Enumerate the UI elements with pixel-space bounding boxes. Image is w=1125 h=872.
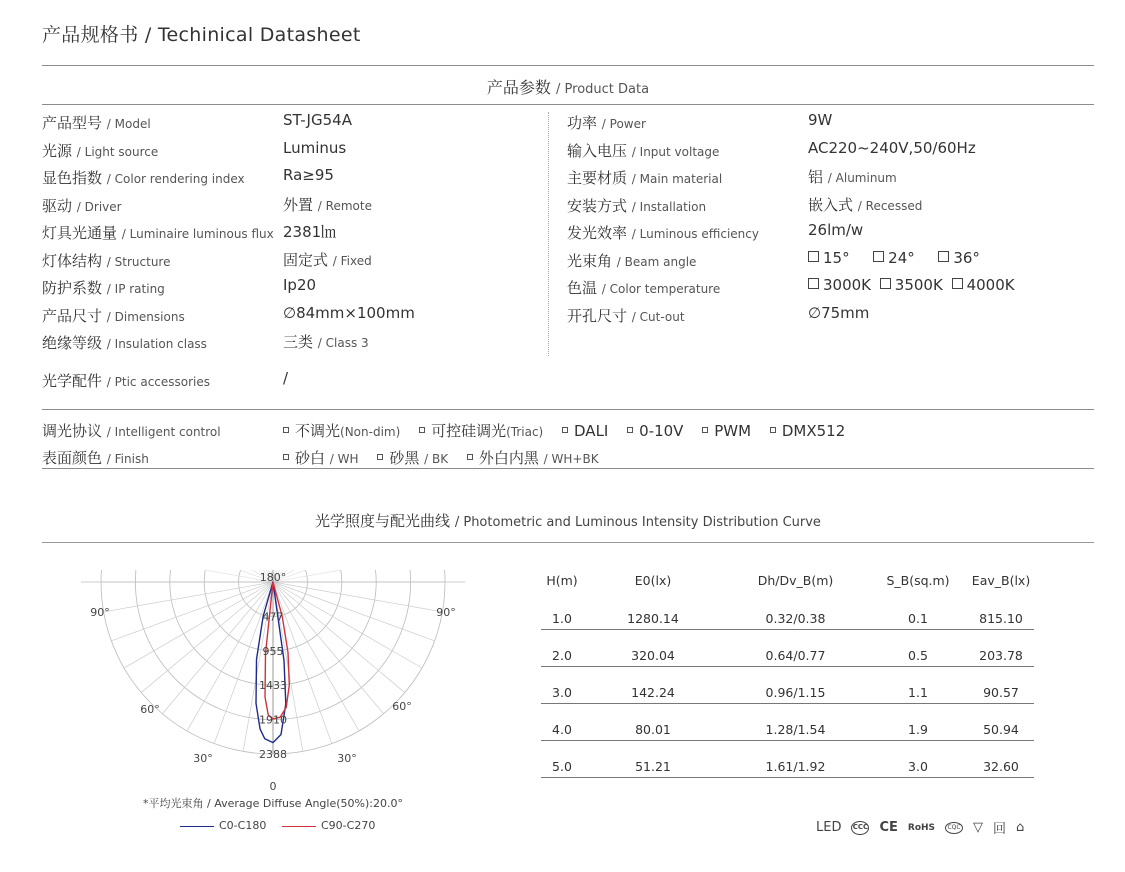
spec-value: 外置 / Remote bbox=[283, 195, 372, 214]
legend-c0: C0-C180 bbox=[180, 819, 266, 832]
checkbox-icon[interactable] bbox=[419, 427, 425, 433]
legend-swatch-red bbox=[282, 826, 316, 827]
checkbox-icon[interactable] bbox=[770, 427, 776, 433]
photometric-heading: 光学照度与配光曲线 / Photometric and Luminous Intensity Distribution Curve bbox=[315, 512, 821, 530]
checkbox-icon[interactable] bbox=[467, 454, 473, 460]
radial-tick-label: 1433 bbox=[259, 679, 287, 693]
table-cell: 4.0 bbox=[541, 703, 583, 740]
spec-label: 产品尺寸 / Dimensions bbox=[42, 306, 185, 325]
spec-label: 显色指数 / Color rendering index bbox=[42, 169, 245, 187]
angle-label: 60° bbox=[392, 700, 412, 713]
table-cell: 51.21 bbox=[583, 740, 723, 777]
photometric-table bbox=[541, 568, 1034, 778]
table-row bbox=[541, 703, 1034, 740]
table-cell: 815.10 bbox=[968, 592, 1034, 629]
radial-tick-label: 477 bbox=[262, 610, 284, 624]
spec-value: 嵌入式 / Recessed bbox=[808, 195, 923, 214]
control-label: 调光协议 / Intelligent control bbox=[42, 422, 221, 440]
spec-label: 色温 / Color temperature bbox=[567, 279, 721, 297]
table-header: Dh/Dv_B(m) bbox=[757, 572, 834, 588]
angle-label: 60° bbox=[140, 703, 160, 716]
spec-value: 三类 / Class 3 bbox=[283, 333, 369, 351]
option-bk[interactable]: 砂黑 / BK bbox=[377, 447, 448, 468]
table-cell: 1.28/1.54 bbox=[723, 703, 868, 740]
angle-label: 90° bbox=[90, 606, 110, 619]
legend-swatch-blue bbox=[180, 826, 214, 827]
radial-tick-label: 2388 bbox=[259, 748, 287, 761]
checkbox-icon[interactable] bbox=[283, 454, 289, 460]
spec-value: AC220~240V,50/60Hz bbox=[808, 138, 976, 157]
checkbox-icon[interactable] bbox=[873, 251, 884, 262]
table-header-row bbox=[541, 568, 1034, 592]
control-options bbox=[283, 420, 859, 441]
ce-icon: CE bbox=[879, 820, 898, 835]
divider bbox=[42, 104, 1094, 105]
angle-label: 0 bbox=[269, 780, 277, 792]
double-insulation-icon: 回 bbox=[993, 822, 1007, 837]
option-non-dim[interactable]: 不调光(Non-dim) bbox=[283, 420, 400, 441]
table-cell: 0.32/0.38 bbox=[723, 592, 868, 629]
grid-spoke-upper bbox=[124, 560, 273, 582]
spec-label: 绝缘等级 / Insulation class bbox=[42, 334, 207, 352]
triangle-mark-icon: ▽ bbox=[973, 820, 984, 835]
spec-value: 固定式 / Fixed bbox=[283, 250, 372, 269]
angle-label: 90° bbox=[436, 606, 456, 619]
checkbox-icon[interactable] bbox=[283, 427, 289, 433]
table-header: S_B(sq.m) bbox=[886, 572, 950, 588]
spec-value: ∅84mm×100mm bbox=[283, 303, 415, 322]
accessories-label: 光学配件 / Ptic accessories bbox=[42, 372, 211, 390]
spec-label: 开孔尺寸 / Cut-out bbox=[567, 306, 685, 325]
table-cell: 90.57 bbox=[968, 666, 1034, 703]
table-header: H(m) bbox=[546, 572, 578, 588]
spec-label: 灯体结构 / Structure bbox=[42, 251, 171, 270]
cqc-icon: CQC bbox=[945, 822, 963, 834]
table-body bbox=[541, 592, 1034, 777]
average-angle-note: *平均光束角 / Average Diffuse Angle(50%):20.0° bbox=[143, 797, 403, 810]
finish-label: 表面颜色 / Finish bbox=[42, 449, 149, 467]
table-cell: 0.64/0.77 bbox=[723, 629, 868, 666]
polar-distribution-chart bbox=[80, 560, 480, 792]
color-temperature-options: 3000K 3500K 4000K bbox=[808, 276, 1015, 294]
option-wh-bk[interactable]: 外白内黑 / WH+BK bbox=[467, 447, 599, 468]
checkbox-icon[interactable] bbox=[808, 251, 819, 262]
divider bbox=[42, 409, 1094, 410]
spec-label: 驱动 / Driver bbox=[42, 196, 122, 215]
spec-value: 2381㏐ bbox=[283, 223, 337, 241]
checkbox-icon[interactable] bbox=[808, 278, 819, 289]
angle-label: 30° bbox=[337, 752, 357, 765]
option-dali[interactable]: DALI bbox=[562, 422, 608, 440]
spec-value: Ip20 bbox=[283, 276, 317, 294]
grid-spoke-upper bbox=[104, 560, 273, 582]
spec-label: 产品型号 / Model bbox=[42, 114, 151, 132]
checkbox-icon[interactable] bbox=[627, 427, 633, 433]
table-cell: 203.78 bbox=[968, 629, 1034, 666]
checkbox-icon[interactable] bbox=[377, 454, 383, 460]
table-cell: 142.24 bbox=[583, 666, 723, 703]
option-pwm[interactable]: PWM bbox=[702, 422, 751, 440]
option-triac[interactable]: 可控硅调光(Triac) bbox=[419, 420, 543, 441]
ccc-icon: CCC bbox=[851, 821, 869, 835]
table-cell: 3.0 bbox=[868, 740, 968, 777]
radial-tick-label: 955 bbox=[262, 644, 284, 658]
spec-label: 光束角 / Beam angle bbox=[567, 251, 697, 270]
spec-value: Luminus bbox=[283, 138, 347, 157]
checkbox-icon[interactable] bbox=[702, 427, 708, 433]
table-cell: 5.0 bbox=[541, 740, 583, 777]
checkbox-icon[interactable] bbox=[562, 427, 568, 433]
divider bbox=[42, 542, 1094, 543]
grid-spoke-upper bbox=[273, 560, 422, 582]
legend-c90: C90-C270 bbox=[282, 819, 375, 832]
checkbox-icon[interactable] bbox=[952, 278, 963, 289]
table-row bbox=[541, 666, 1034, 703]
spec-value: ∅75mm bbox=[808, 303, 870, 322]
beam-angle-options: 15° 24° 36° bbox=[808, 249, 980, 267]
table-row bbox=[541, 592, 1034, 629]
column-separator bbox=[548, 112, 549, 356]
checkbox-icon[interactable] bbox=[938, 251, 949, 262]
checkbox-icon[interactable] bbox=[880, 278, 891, 289]
table-cell: 1.0 bbox=[541, 592, 583, 629]
table-cell: 0.5 bbox=[868, 629, 968, 666]
table-cell: 1.9 bbox=[868, 703, 968, 740]
spec-value: Ra≥95 bbox=[283, 166, 334, 184]
certification-marks bbox=[816, 818, 1024, 837]
spec-label: 发光效率 / Luminous efficiency bbox=[567, 224, 759, 242]
spec-label: 输入电压 / Input voltage bbox=[567, 141, 720, 160]
table-cell: 320.04 bbox=[583, 629, 723, 666]
divider bbox=[42, 468, 1094, 469]
house-mark-icon: ⌂ bbox=[1016, 820, 1025, 835]
table-cell: 50.94 bbox=[968, 703, 1034, 740]
spec-value: 9W bbox=[808, 111, 833, 129]
table-cell: 80.01 bbox=[583, 703, 723, 740]
finish-options bbox=[283, 447, 613, 468]
table-header: Eav_B(lx) bbox=[971, 572, 1031, 588]
table-row bbox=[541, 740, 1034, 777]
option-wh[interactable]: 砂白 / WH bbox=[283, 447, 359, 468]
divider bbox=[42, 65, 1094, 66]
table-cell: 1.61/1.92 bbox=[723, 740, 868, 777]
table-cell: 32.60 bbox=[968, 740, 1034, 777]
page-title: 产品规格书 / Techinical Datasheet bbox=[42, 24, 361, 46]
accessories-value: / bbox=[283, 369, 289, 387]
table-cell: 3.0 bbox=[541, 666, 583, 703]
spec-label: 光源 / Light source bbox=[42, 141, 159, 160]
rohs-icon: RoHS bbox=[907, 822, 936, 833]
product-data-heading: 产品参数 / Product Data bbox=[486, 78, 650, 97]
led-mark: LED bbox=[816, 820, 842, 835]
table-cell: 2.0 bbox=[541, 629, 583, 666]
option-0-10v[interactable]: 0-10V bbox=[627, 422, 683, 440]
table-cell: 0.96/1.15 bbox=[723, 666, 868, 703]
spec-label: 功率 / Power bbox=[567, 114, 646, 132]
table-cell: 1280.14 bbox=[583, 592, 723, 629]
table-row bbox=[541, 629, 1034, 666]
spec-value: 铝 / Aluminum bbox=[808, 168, 897, 186]
spec-label: 安装方式 / Installation bbox=[567, 196, 707, 215]
spec-label: 主要材质 / Main material bbox=[567, 169, 723, 187]
angle-label: 180° bbox=[259, 571, 287, 584]
spec-label: 灯具光通量 / Luminaire luminous flux bbox=[42, 224, 274, 242]
radial-tick-label: 1910 bbox=[259, 713, 287, 727]
grid-spoke-upper bbox=[162, 560, 273, 582]
table-cell: 0.1 bbox=[868, 592, 968, 629]
grid-spoke-upper bbox=[273, 560, 384, 582]
angle-label: 30° bbox=[193, 752, 213, 765]
table-header: E0(lx) bbox=[634, 572, 672, 588]
spec-label: 防护系数 / IP rating bbox=[42, 279, 165, 297]
spec-value: ST-JG54A bbox=[283, 111, 352, 129]
table-cell: 1.1 bbox=[868, 666, 968, 703]
spec-value: 26lm/w bbox=[808, 221, 864, 239]
option-dmx512[interactable]: DMX512 bbox=[770, 422, 845, 440]
grid-spoke-upper bbox=[273, 560, 442, 582]
